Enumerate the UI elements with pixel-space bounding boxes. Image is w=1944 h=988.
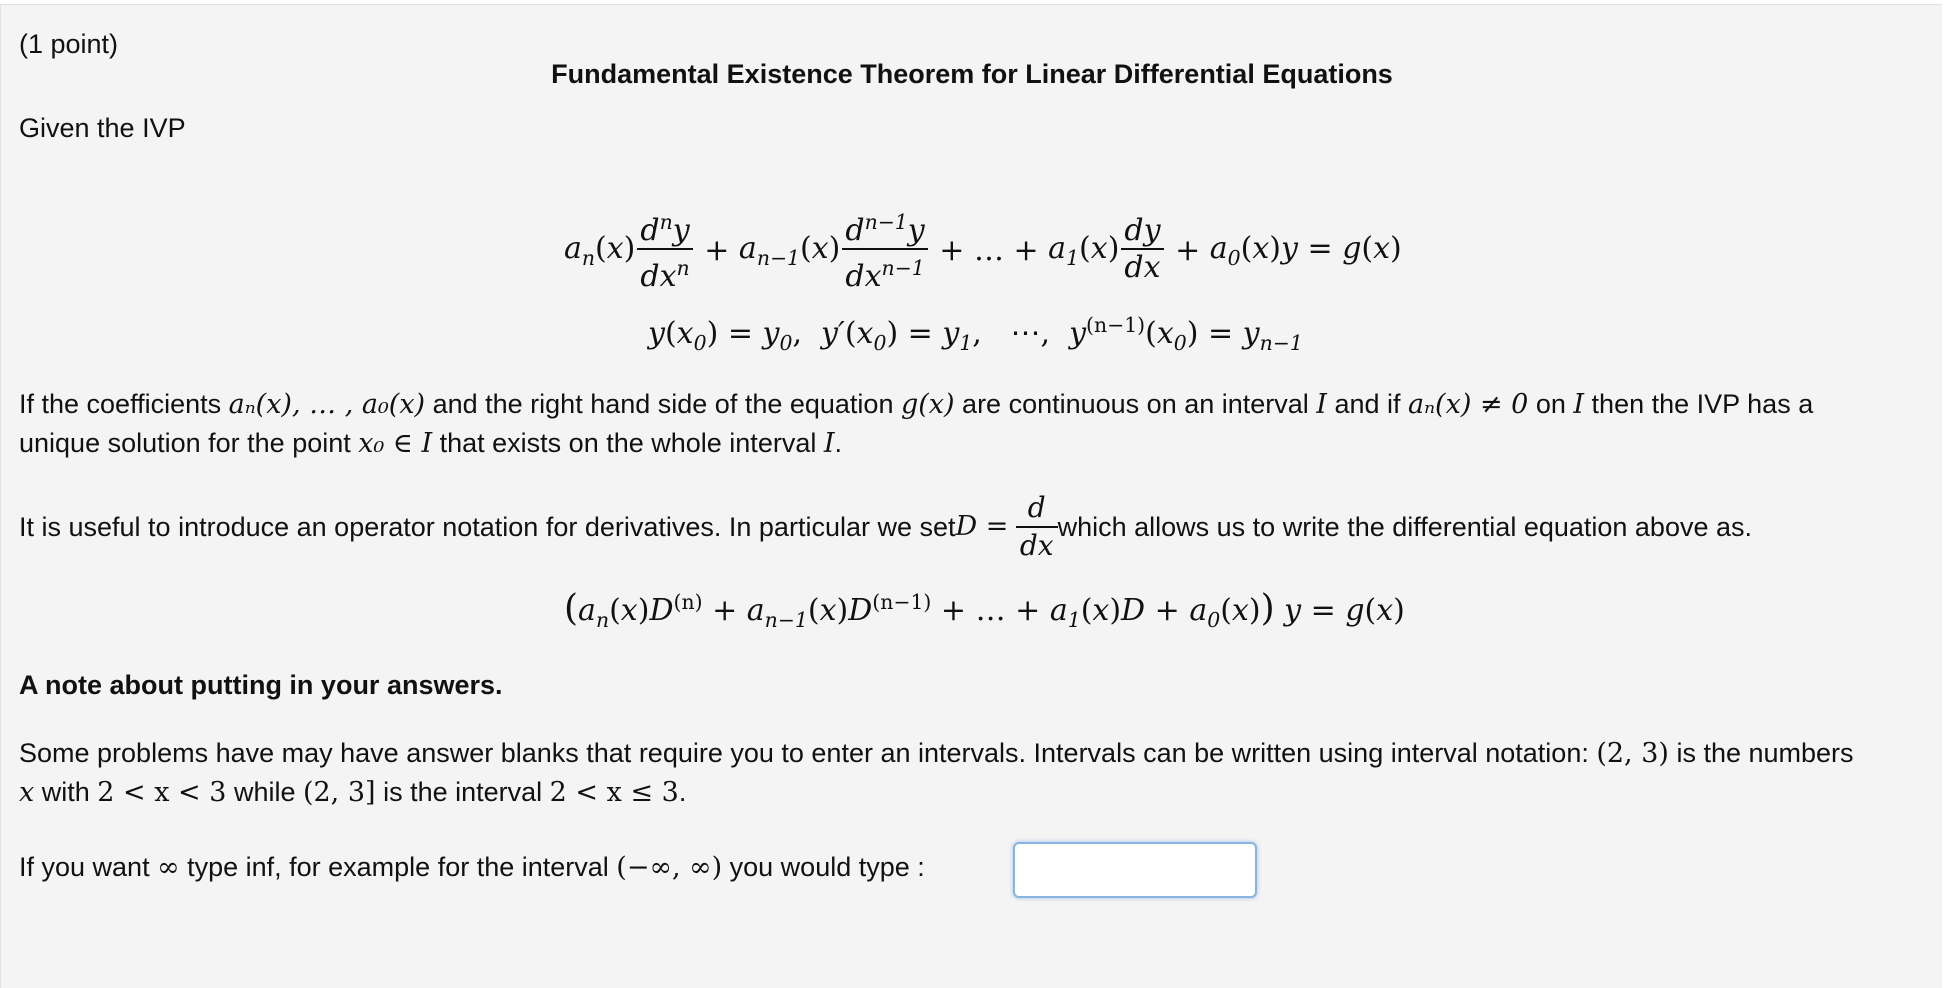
answer-input[interactable] <box>1013 842 1257 898</box>
given-label: Given the IVP <box>19 113 186 143</box>
operator-equation: ($a_n(x)D^{(n)} + a_{n-1}(x)D^{(n-1)}$ + … + $a_1(x)D + a_0(x)$) y = g(x) <box>564 588 1405 632</box>
intervals-paragraph-line2: x with 2 < x < 3 while (2, 3] is the interval 2 < x ≤ 3. <box>19 777 687 808</box>
ivp-differential-equation: $a_n(x)$ $\frac{d^ny}{dx^n}$ + $a_{n-1}(x)$ $\frac{d^{n-1}y}{dx^{n-1}}$ + … + $a_1(x)$ $\frac{dy}{dx}$ + $a_0(x)y = g(x)$ <box>564 210 1402 294</box>
ivp-initial-conditions: $y(x_0) = y_0$, $y'(x_0) = y_1$, ⋯, $y^{(n-1)}(x_0) = y_{n-1}$ <box>648 313 1303 355</box>
operator-paragraph: It is useful to introduce an operator notation for derivatives. In particular we set D = $\frac{d}{dx}$ which allows us to write the differential equation above as. <box>19 491 1752 562</box>
problem-title: Fundamental Existence Theorem for Linear Differential Equations <box>551 59 1393 89</box>
note-heading: A note about putting in your answers. <box>19 670 503 700</box>
existence-paragraph-line1: If the coefficients aₙ(x), … , a₀(x) and the right hand side of the equation g(x) are continuous on an interval I and if aₙ(x) ≠ 0 on I then the IVP has a <box>19 389 1814 420</box>
d-over-dx-fraction: $\frac{d}{dx}$ <box>1016 490 1058 564</box>
points-label: (1 point) <box>19 29 119 59</box>
problem-panel <box>0 4 1942 988</box>
existence-paragraph-line2: unique solution for the point x₀ ∈ I that exists on the whole interval I. <box>19 428 843 459</box>
infinity-paragraph: If you want ∞ type inf, for example for the interval (−∞, ∞) you would type : <box>19 852 925 883</box>
intervals-paragraph-line1: Some problems have may have answer blanks that require you to enter an intervals. Intervals can be written using interval notation: (2, 3) is the numbers <box>19 738 1854 769</box>
